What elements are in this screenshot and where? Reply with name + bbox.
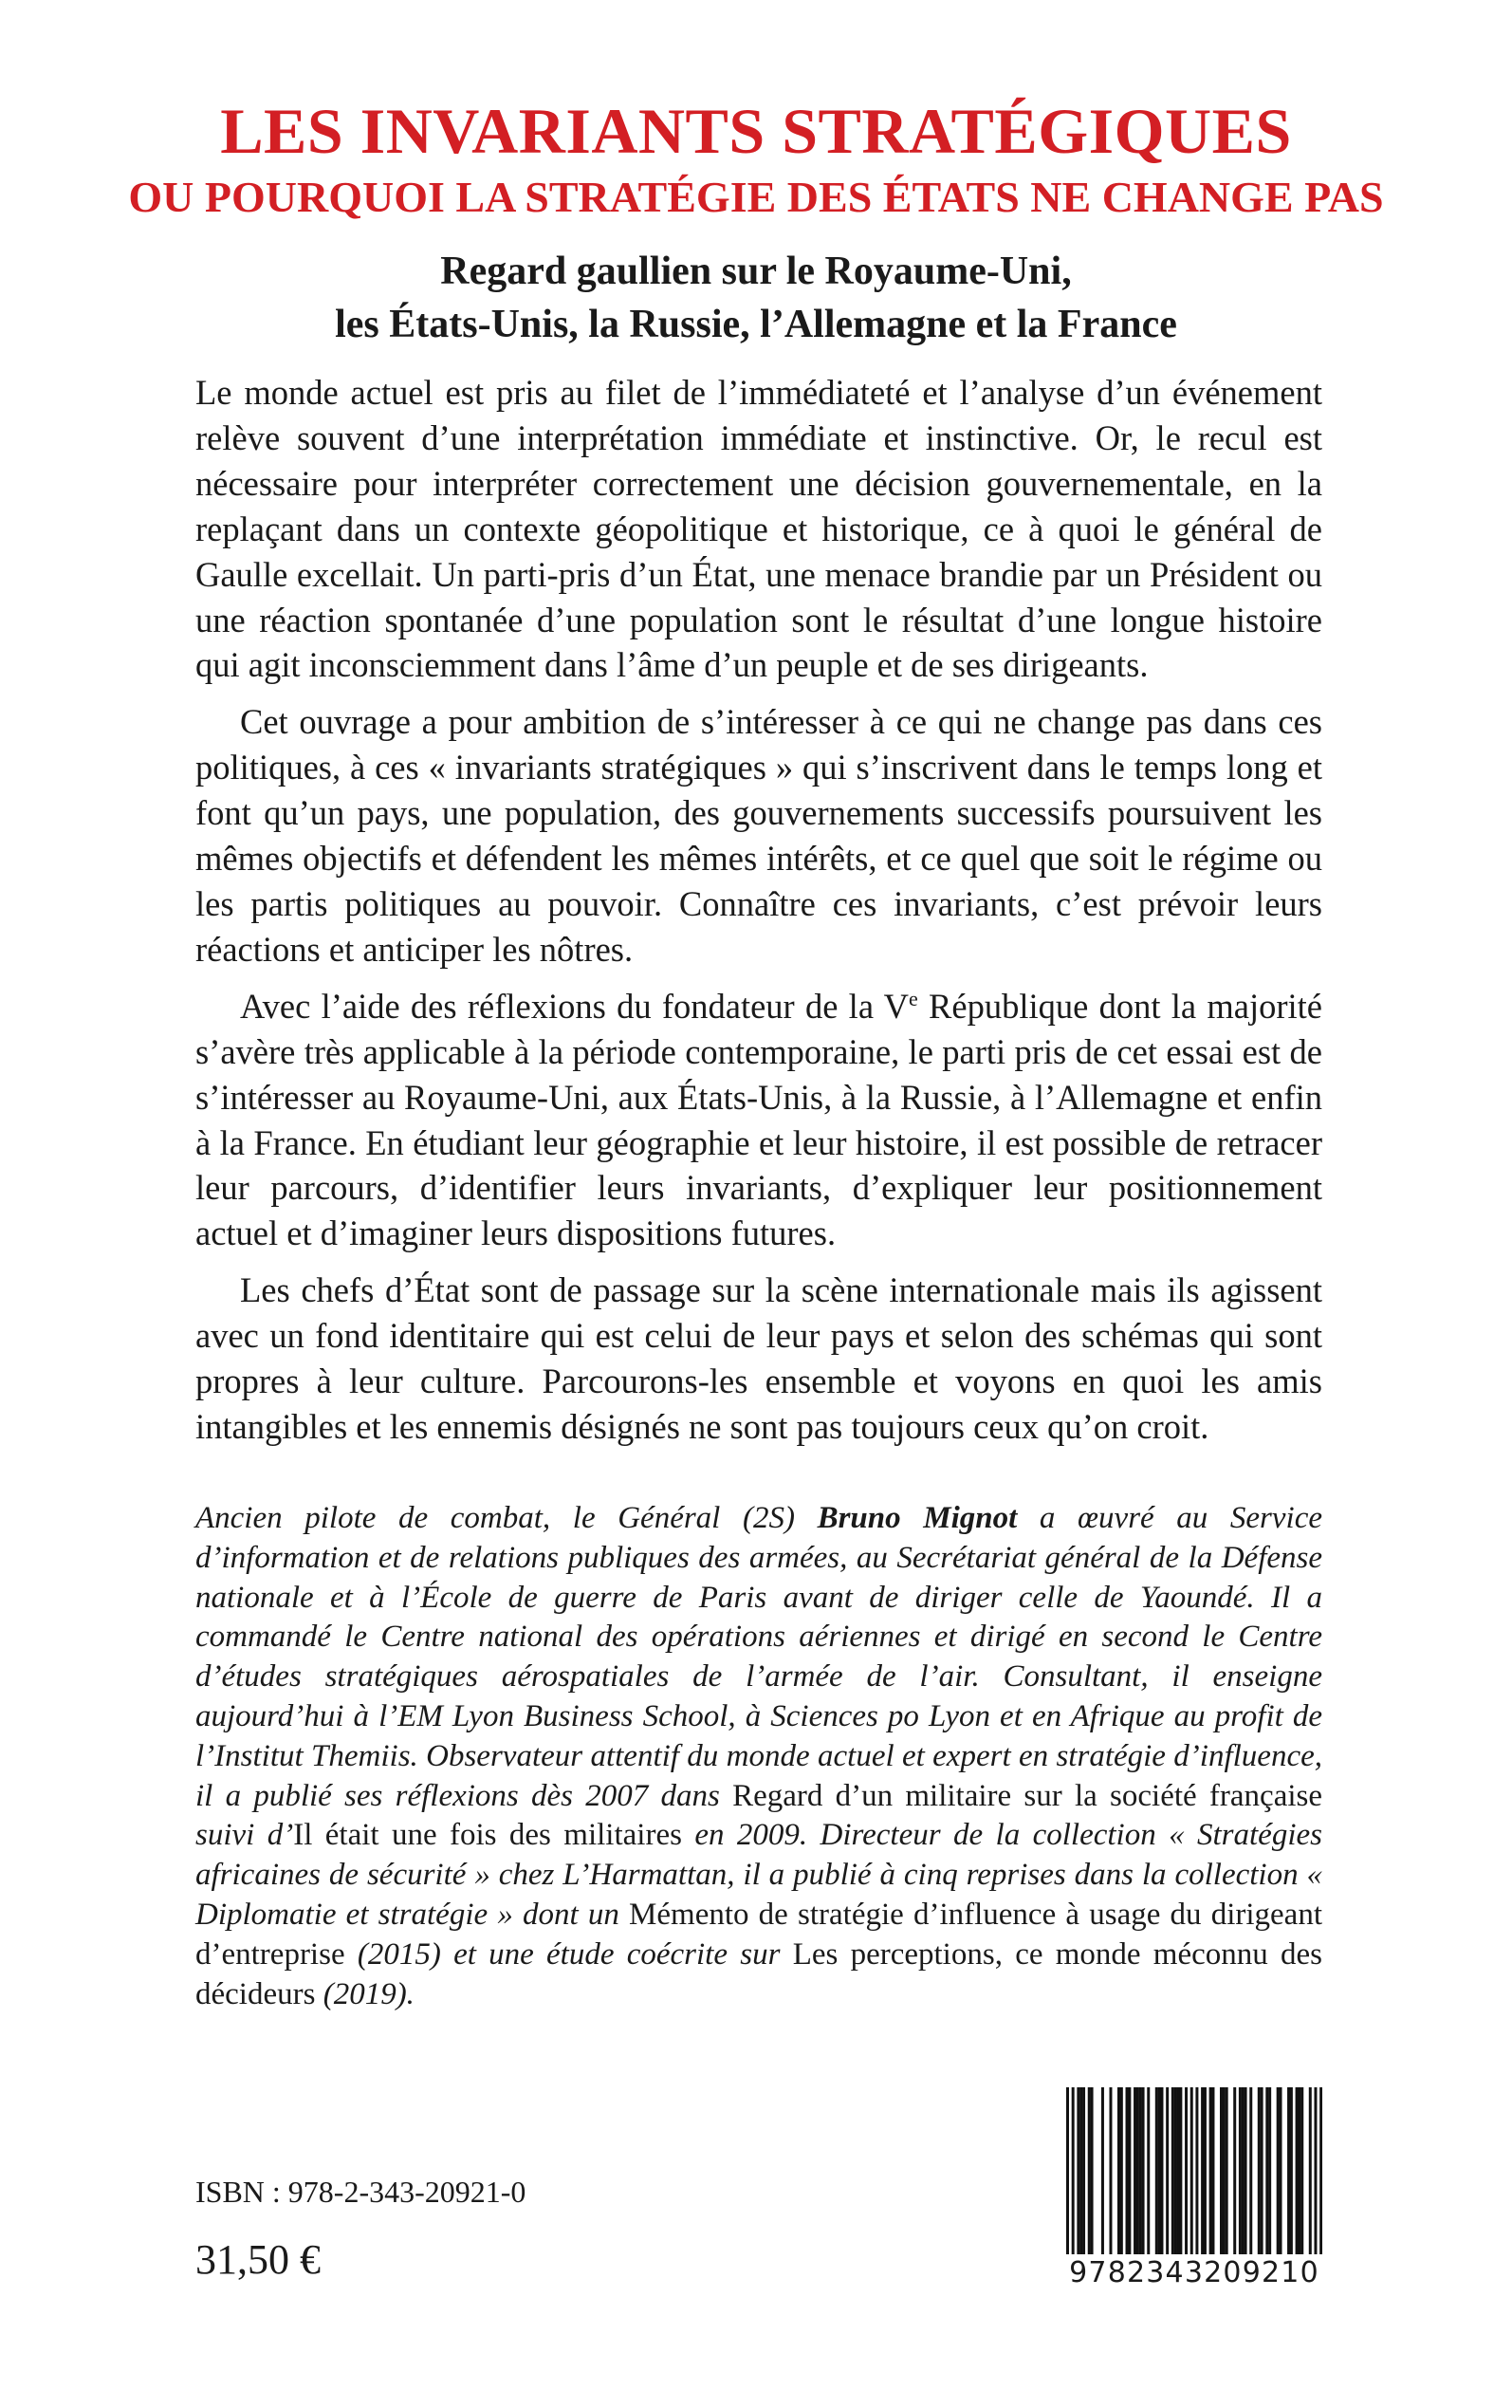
barcode-bar — [1117, 2087, 1120, 2254]
barcode-bar — [1185, 2087, 1188, 2254]
barcode-bar — [1088, 2087, 1091, 2254]
barcode-bar — [1319, 2087, 1322, 2254]
barcode-bar — [1314, 2087, 1317, 2254]
tagline-line-2: les États-Unis, la Russie, l’Allemagne et la France — [335, 303, 1177, 346]
barcode-bar — [1242, 2087, 1245, 2254]
barcode-bar — [1298, 2087, 1300, 2254]
barcode-bar — [1245, 2087, 1247, 2254]
barcode-bar — [1082, 2087, 1085, 2254]
barcode-bar — [1211, 2087, 1214, 2254]
barcode-bar — [1139, 2087, 1142, 2254]
barcode-bar — [1287, 2087, 1290, 2254]
book-subtitle: OU POURQUOI LA STRATÉGIE DES ÉTATS NE CHANGE PAS — [128, 173, 1384, 221]
barcode-bars — [1066, 2087, 1322, 2254]
barcode — [1066, 2087, 1322, 2307]
blurb-paragraph-3 — [195, 984, 1322, 1256]
barcode-bar — [1226, 2087, 1228, 2254]
barcode-bar — [1223, 2087, 1226, 2254]
barcode-bar — [1136, 2087, 1139, 2254]
p3-part-b: République dont la majorité s’avère très applicable à la période contemporaine, le parti pris de cet essai est de s’intéresser au Royaume-Uni, aux États-Unis, à la Russie, à l’Allemagne et enfin à la France. En étudiant leur géographie et leur histoire, il est possible de retracer leur parcours, d’identifier leurs invariants, d’expliquer leur positionnement actuel et d’imaginer leurs dispositions futures. — [195, 986, 1322, 1253]
blurb — [195, 370, 1322, 1461]
book-ref-4: Les perceptions, ce monde méconnu des décideurs — [195, 1936, 1322, 2011]
barcode-bar — [1179, 2087, 1182, 2254]
isbn: ISBN : 978-2-343-20921-0 — [195, 2175, 526, 2209]
blurb-paragraph-1: Le monde actuel est pris au filet de l’immédiateté et l’analyse d’un événement relève souvent d’une interprétation immédiate et instinctive. Or, le recul est nécessaire pour interpréter correctement une décision gouvernementale, en la replaçant dans un contexte géopolitique et historique, ce à quoi le général de Gaulle excellait. Un parti-pris d’un État, une menace brandie par un Président ou une réaction spontanée d’une population sont le résultat d’une longue histoire qui agit inconsciemment dans l’âme d’un peuple et de ses dirigeants. — [195, 373, 1322, 685]
book-tagline — [0, 245, 1512, 351]
barcode-bar — [1220, 2087, 1223, 2254]
bio-text-3: suivi d’ — [195, 1818, 294, 1853]
barcode-bar — [1072, 2087, 1075, 2254]
barcode-bar — [1290, 2087, 1293, 2254]
barcode-bar — [1268, 2087, 1271, 2254]
author-bio — [195, 1499, 1322, 2014]
barcode-bar — [1134, 2087, 1136, 2254]
p3-part-a: Avec l’aide des réflexions du fondateur de la V — [240, 986, 909, 1026]
barcode-bar — [1296, 2087, 1299, 2254]
barcode-bar — [1077, 2087, 1079, 2254]
barcode-bar — [1201, 2087, 1204, 2254]
barcode-bar — [1066, 2087, 1069, 2254]
p3-superscript: e — [909, 986, 918, 1010]
barcode-bar — [1239, 2087, 1242, 2254]
barcode-bar — [1265, 2087, 1268, 2254]
barcode-bar — [1261, 2087, 1263, 2254]
book-title: LES INVARIANTS STRATÉGIQUES — [220, 95, 1292, 167]
barcode-bar — [1126, 2087, 1129, 2254]
barcode-bar — [1128, 2087, 1131, 2254]
tagline-line-1: Regard gaullien sur le Royaume-Uni, — [440, 250, 1072, 293]
barcode-bar — [1190, 2087, 1193, 2254]
barcode-bar — [1079, 2087, 1082, 2254]
book-ref-2: Il était une fois des militaires — [293, 1818, 682, 1853]
barcode-bar — [1309, 2087, 1312, 2254]
barcode-bar — [1091, 2087, 1094, 2254]
header — [0, 95, 1512, 351]
barcode-bar — [1233, 2087, 1236, 2254]
barcode-bar — [1195, 2087, 1198, 2254]
bio-text-1: Ancien pilote de combat, le Général (2S) — [195, 1501, 818, 1535]
blurb-paragraph-4: Les chefs d’État sont de passage sur la scène internationale mais ils agissent avec un fond identitaire qui est celui de leur pays et selon des schémas qui sont propres à leur culture. Parcourons-les ensemble et voyons en quoi les amis intangibles et les ennemis désignés ne sont pas toujours ceux qu’on croit. — [195, 1270, 1322, 1446]
author-name: Bruno Mignot — [817, 1501, 1018, 1535]
barcode-bar — [1120, 2087, 1123, 2254]
barcode-bar — [1280, 2087, 1282, 2254]
barcode-bar — [1277, 2087, 1280, 2254]
barcode-digits: 9782343209210 — [1069, 2256, 1319, 2289]
bio-text-2: a œuvré au Service d’information et de relations publiques des armées, au Secrétariat général de la Défense nationale et à l’École de guerre de Paris avant de diriger celle de Yaoundé. Il a commandé le Centre national des opérations aériennes et dirigé en second le Centre d’études stratégiques aérospatiales de l’armée de l’air. Consultant, il enseigne aujourd’hui à l’EM Lyon Business School, à Sciences po Lyon et en Afrique au profit de l’Institut Themiis. Observateur attentif du monde actuel et expert en stratégie d’influence, il a publié ses réflexions dès 2007 dans — [195, 1501, 1323, 1813]
bio-text-4: en 2009. Directeur de la collection « Stratégies africaines de sécurité » chez L’Harmattan, il a publié à cinq reprises dans la collection « Diplomatie et stratégie » dont un — [195, 1818, 1322, 1932]
price: 31,50 € — [195, 2236, 321, 2283]
barcode-bar — [1142, 2087, 1145, 2254]
book-ref-1: Regard d’un militaire sur la société française — [732, 1778, 1322, 1813]
barcode-bar — [1109, 2087, 1112, 2254]
barcode-bar — [1204, 2087, 1207, 2254]
barcode-bar — [1147, 2087, 1150, 2254]
barcode-bar — [1155, 2087, 1158, 2254]
book-ref-3: Mémento de stratégie d’influence à usage du dirigeant d’entreprise — [195, 1897, 1323, 1972]
barcode-bar — [1101, 2087, 1104, 2254]
bio-text-5: (2015) et une étude coécrite sur — [344, 1936, 793, 1972]
blurb-paragraph-2: Cet ouvrage a pour ambition de s’intéresser à ce qui ne change pas dans ces politiques, à ces « invariants stratégiques » qui s’inscrivent dans le temps long et font qu’un pays, une population, des gouvernements successifs poursuivent les mêmes objectifs et défendent les mêmes intérêts, et ce quel que soit le régime ou les partis politiques au pouvoir. Connaître ces invariants, c’est prévoir leurs réactions et anticiper les nôtres. — [195, 702, 1322, 969]
barcode-bar — [1166, 2087, 1169, 2254]
barcode-bar — [1209, 2087, 1212, 2254]
barcode-bar — [1171, 2087, 1174, 2254]
barcode-bar — [1158, 2087, 1161, 2254]
barcode-bar — [1174, 2087, 1177, 2254]
barcode-bar — [1177, 2087, 1180, 2254]
barcode-bar — [1300, 2087, 1303, 2254]
bio-text-6: (2019). — [315, 1976, 415, 2011]
barcode-bar — [1160, 2087, 1163, 2254]
barcode-bar — [1258, 2087, 1261, 2254]
barcode-bar — [1249, 2087, 1252, 2254]
